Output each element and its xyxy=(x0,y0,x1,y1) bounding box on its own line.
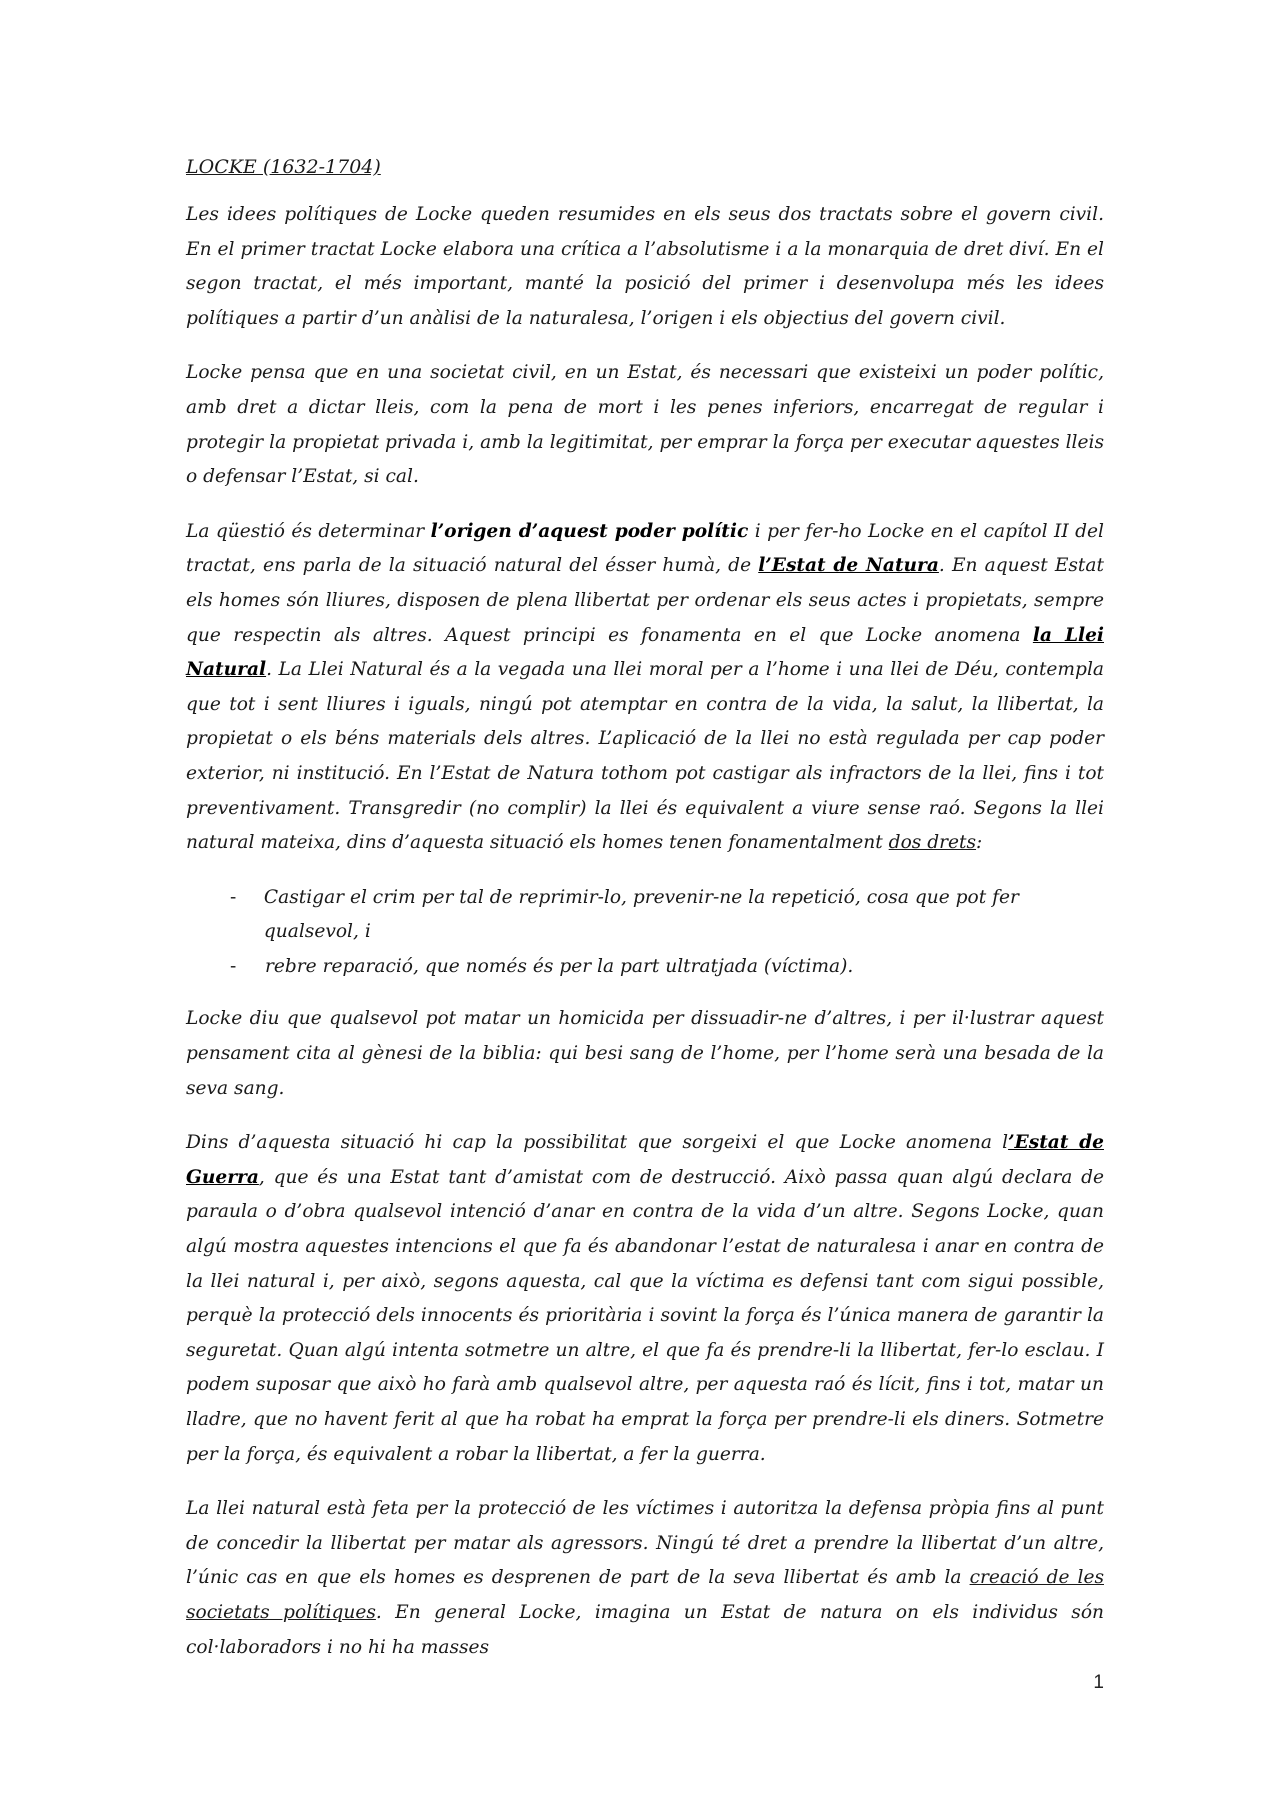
paragraph-3-text-1: La qüestió és determinar xyxy=(186,520,431,542)
highlight-estat-de-natura: l’Estat de Natura xyxy=(758,555,939,577)
paragraph-5-text-2: , que és una Estat tant d’amistat com de destrucció. Això passa quan algú declara de paraula o d’obra qualsevol intenció d’anar en contra de la vida d’un altre. Segons Locke, quan algú mostra aquestes intencions el que fa és abandonar l’estat de naturalesa i anar en contra de la llei natural i, per això, segons aquesta, cal que la víctima es defensi tant com sigui possible, perquè la protecció dels innocents és prioritària i sovint la força és l’única manera de garantir la seguretat. Quan algú intenta sotmetre un altre, el que fa és prendre-li la llibertat, fer-lo esclau. I podem suposar que això ho farà amb qualsevol altre, per aquesta raó és lícit, fins i tot, matar un lladre, que no havent ferit al que ha robat ha emprat la força per prendre-li els diners. Sotmetre per la força, és equivalent a robar la llibertat, a fer la guerra. xyxy=(186,1166,1104,1465)
underlined-creacio-societats-politiques: creació de les societats polítiques xyxy=(186,1567,1104,1623)
paragraph-3-text-4: . La Llei Natural és a la vegada una llei moral per a l’home i una llei de Déu, contempla que tot i sent lliures i iguals, ningú pot atemptar en contra de la vida, la salut, la llibertat, la propietat o els béns materials dels altres. L’aplicació de la llei no està regulada per cap poder exterior, ni institució. En l’Estat de Natura tothom pot castigar als infractors de la llei, fins i tot preventivament. Transgredir (no complir) la llei és equivalent a viure sense raó. Segons la llei natural mateixa, dins d’aquesta situació els homes tenen fonamentalment xyxy=(186,659,1104,854)
paragraph-3 xyxy=(186,515,1104,861)
document-page xyxy=(186,150,1104,1685)
paragraph-3-text-3: . En aquest Estat els homes són lliures, disposen de plena llibertat per ordenar els seus actes i propietats, sempre que respectin als altres. Aquest principi es fonamenta en el que Locke anomena xyxy=(186,555,1104,646)
rights-list xyxy=(186,881,1104,985)
underlined-dos-drets: dos drets xyxy=(888,832,977,854)
paragraph-6-text-2: . En general Locke, imagina un Estat de natura on els individus són col·laboradors i no hi ha masses xyxy=(186,1601,1104,1658)
paragraph-2: Locke pensa que en una societat civil, en un Estat, és necessari que existeixi un poder polític, amb dret a dictar lleis, com la pena de mort i les penes inferiors, encarregat de regular i protegir la propietat privada i, amb la legitimitat, per emprar la força per executar aquestes lleis o defensar l’Estat, si cal. xyxy=(186,362,1104,488)
paragraph-4: Locke diu que qualsevol pot matar un homicida per dissuadir-ne d’altres, i per il·lustrar aquest pensament cita al gènesi de la biblia: qui besi sang de l’home, per l’home serà una besada de la seva sang. xyxy=(186,1008,1104,1099)
paragraph-1: Les idees polítiques de Locke queden resumides en els seus dos tractats sobre el govern civil. En el primer tractat Locke elabora una crítica a l’absolutisme i a la monarquia de dret diví. En el segon tractat, el més important, manté la posició del primer i desenvolupa més les idees polítiques a partir d’un anàlisi de la naturalesa, l’origen i els objectius del govern civil. xyxy=(186,204,1104,329)
bullet-marker: - xyxy=(230,886,237,908)
list-item xyxy=(186,950,1104,985)
paragraph-6-text-1: La llei natural està feta per la protecció de les víctimes i autoritza la defensa pròpia fins al punt de concedir la llibertat per matar als agressors. Ningú té dret a prendre la llibertat d’un altre, l’únic cas en que els homes es desprenen de part de la seva llibertat és amb la xyxy=(186,1498,1104,1589)
list-item-text: rebre reparació, que només és per la part ultratjada (víctima). xyxy=(265,955,854,977)
highlight-estat-de-guerra: ’Estat de Guerra xyxy=(186,1132,1104,1188)
paragraph-3-text-5: : xyxy=(976,832,983,854)
list-item-text: Castigar el crim per tal de reprimir-lo, prevenir-ne la repetició, cosa que pot fer qualsevol, i xyxy=(263,886,1019,943)
paragraph-3-text-2: i per fer-ho Locke en el capítol II del tractat, ens parla de la situació natural del ésser humà, de xyxy=(186,520,1104,577)
paragraph-5-text-1: Dins d’aquesta situació hi cap la possibilitat que sorgeixi el que Locke anomena l xyxy=(186,1132,1009,1154)
highlight-llei-natural: la Llei Natural xyxy=(186,624,1104,681)
paragraph-5 xyxy=(186,1126,1104,1472)
document-title: LOCKE (1632-1704) xyxy=(186,156,381,178)
highlight-origen-poder-politic: l’origen d’aquest poder polític xyxy=(430,520,749,542)
bullet-marker: - xyxy=(230,955,237,977)
list-item xyxy=(186,881,1104,950)
paragraph-6 xyxy=(186,1492,1104,1665)
page-number: 1 xyxy=(1093,1672,1104,1693)
